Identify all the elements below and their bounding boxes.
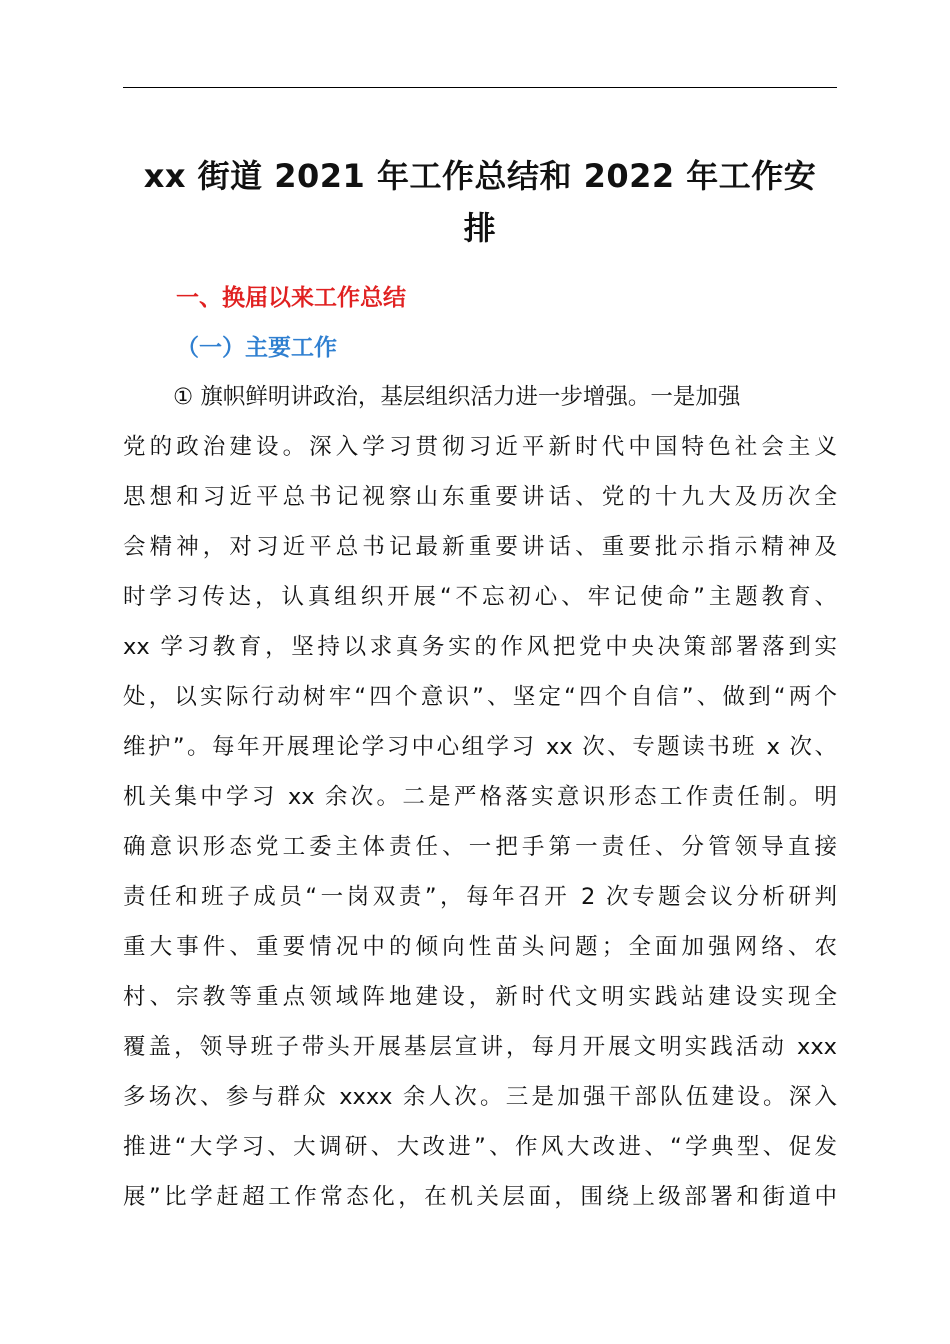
body-line: 维护”。每年开展理论学习中心组学习 xx 次、专题读书班 x 次、 bbox=[123, 734, 837, 760]
body-line: 处，以实际行动树牢“四个意识”、坚定“四个自信”、做到“两个 bbox=[123, 684, 837, 710]
section-heading: 一、换届以来工作总结 bbox=[176, 285, 406, 311]
body-line: 重大事件、重要情况中的倾向性苗头问题；全面加强网络、农 bbox=[123, 934, 837, 960]
body-line: ① 旗帜鲜明讲政治，基层组织活力进一步增强。一是加强 bbox=[173, 384, 741, 410]
body-line: 责任和班子成员“一岗双责”，每年召开 2 次专题会议分析研判 bbox=[123, 884, 837, 910]
body-line: 推进“大学习、大调研、大改进”、作风大改进、“学典型、促发 bbox=[123, 1134, 837, 1160]
body-line: 确意识形态党工委主体责任、一把手第一责任、分管领导直接 bbox=[123, 834, 837, 860]
body-line: 多场次、参与群众 xxxx 余人次。三是加强干部队伍建设。深入 bbox=[123, 1084, 837, 1110]
body-line: 思想和习近平总书记视察山东重要讲话、党的十九大及历次全 bbox=[123, 484, 837, 510]
title-line-1: xx 街道 2021 年工作总结和 2022 年工作安 bbox=[143, 157, 817, 195]
body-line: 覆盖，领导班子带头开展基层宣讲，每月开展文明实践活动 xxx bbox=[123, 1034, 837, 1060]
body-paragraph bbox=[123, 380, 837, 1230]
body-line: 时学习传达，认真组织开展“不忘初心、牢记使命”主题教育、 bbox=[123, 584, 837, 610]
body-line: 村、宗教等重点领域阵地建设，新时代文明实践站建设实现全 bbox=[123, 984, 837, 1010]
body-line: xx 学习教育，坚持以求真务实的作风把党中央决策部署落到实 bbox=[123, 634, 837, 660]
subsection-heading: （一）主要工作 bbox=[176, 335, 337, 361]
body-line: 机关集中学习 xx 余次。二是严格落实意识形态工作责任制。明 bbox=[123, 784, 837, 810]
body-line: 会精神，对习近平总书记最新重要讲话、重要批示指示精神及 bbox=[123, 534, 837, 560]
body-line: 展”比学赶超工作常态化，在机关层面，围绕上级部署和街道中 bbox=[123, 1184, 837, 1210]
body-line: 党的政治建设。深入学习贯彻习近平新时代中国特色社会主义 bbox=[123, 434, 837, 460]
page-title bbox=[123, 150, 837, 254]
title-line-2: 排 bbox=[463, 209, 497, 247]
header-rule bbox=[123, 87, 837, 88]
